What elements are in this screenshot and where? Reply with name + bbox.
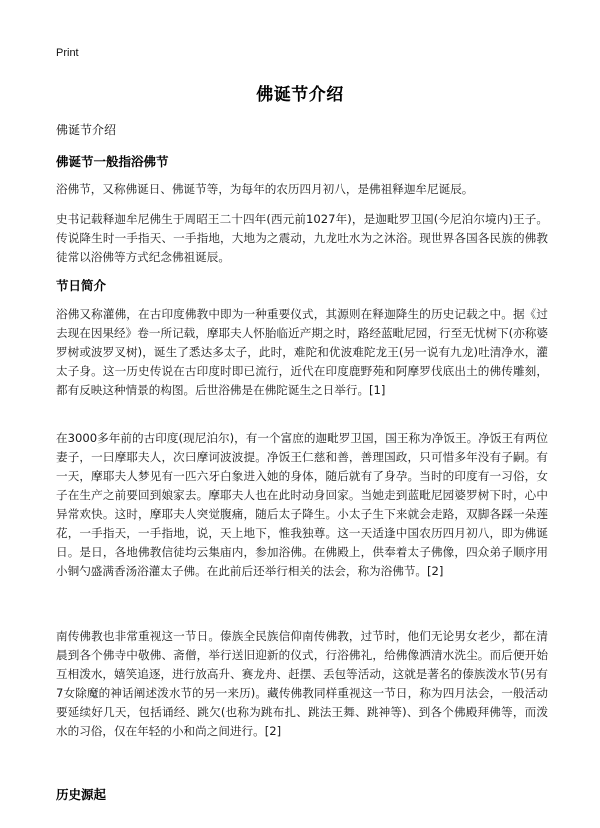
print-label[interactable]: Print: [56, 47, 79, 59]
section-heading-history: 历史源起: [56, 787, 107, 802]
page-subtitle: 佛诞节介绍: [56, 123, 117, 137]
section-heading-intro: 佛诞节一般指浴佛节: [56, 154, 169, 169]
page-title: 佛诞节介绍: [256, 85, 344, 105]
paragraph-intro-2: 史书记载释迦牟尼佛生于周昭王二十四年(西元前1027年)，是迦毗罗卫国(今尼泊尔境内)王子。传说降生时一手指天、一手指地，大地为之震动，九龙吐水为之沐浴。现世界各国各民族的佛教徒常以浴佛等方式纪念佛祖诞辰。: [56, 212, 548, 264]
section-heading-festival: 节日简介: [56, 278, 107, 293]
paragraph-intro-1: 浴佛节，又称佛诞日、佛诞节等，为每年的农历四月初八，是佛祖释迦牟尼诞辰。: [56, 182, 474, 196]
paragraph-festival-1: 浴佛又称灌佛，在古印度佛教中即为一种重要仪式，其源则在释迦降生的历史记载之中。据《过去现在因果经》卷一所记载，摩耶夫人怀胎临近产期之时，路经蓝毗尼园，行至无忧树下(亦称婆罗树或波罗叉树)，诞生了悉达多太子，此时，难陀和优波难陀龙王(另一说有九龙)吐清净水，灌太子身。这一历史传说在古印度时即已流行，近代在印度鹿野苑和阿摩罗伐底出土的佛传雕刻，都有反映这种情景的构图。后世浴佛是在佛陀诞生之日举行。[1]: [56, 307, 548, 397]
paragraph-festival-2: 在3000多年前的古印度(现尼泊尔)，有一个富庶的迦毗罗卫国，国王称为净饭王。净饭王有两位妻子，一曰摩耶夫人，次曰摩诃波波提。净饭王仁慈和善，善理国政，只可惜多年没有子嗣。有一天，摩耶夫人梦见有一匹六牙白象进入她的身体，随后就有了身孕。当时的印度有一习俗，女子在生产之前要回到娘家去。摩耶夫人也在此时动身回家。当她走到蓝毗尼园婆罗树下时，心中异常欢快。这时，摩耶夫人突觉腹痛，随后太子降生。小太子生下来就会走路，双脚各踩一朵莲花，一手指天，一手指地，说，天上地下，惟我独尊。这一天适逢中国农历四月初八，即为佛诞日。是日，各地佛教信徒均云集庙内，参加浴佛。在佛殿上，供奉着太子佛像，四众弟子顺序用小铜勺盛满香汤浴灌太子佛。在此前后还举行相关的法会，称为浴佛节。[2]: [56, 431, 548, 578]
paragraph-festival-3: 南传佛教也非常重视这一节日。傣族全民族信仰南传佛教，过节时，他们无论男女老少，都在清晨到各个佛寺中敬佛、斋僧，举行送旧迎新的仪式，行浴佛礼，给佛像洒清水洗尘。而后便开始互相泼水，嬉笑追逐，进行放高升、赛龙舟、赶摆、丢包等活动，这就是著名的傣族泼水节(另有7女除魔的神话阐述泼水节的另一来历)。藏传佛教同样重视这一节日，称为四月法会，一般活动要延续好几天，包括诵经、跳欠(也称为跳布扎、跳法王舞、跳神等)、到各个佛殿拜佛等，而泼水的习俗，仅在年轻的小和尚之间进行。[2]: [56, 629, 548, 738]
